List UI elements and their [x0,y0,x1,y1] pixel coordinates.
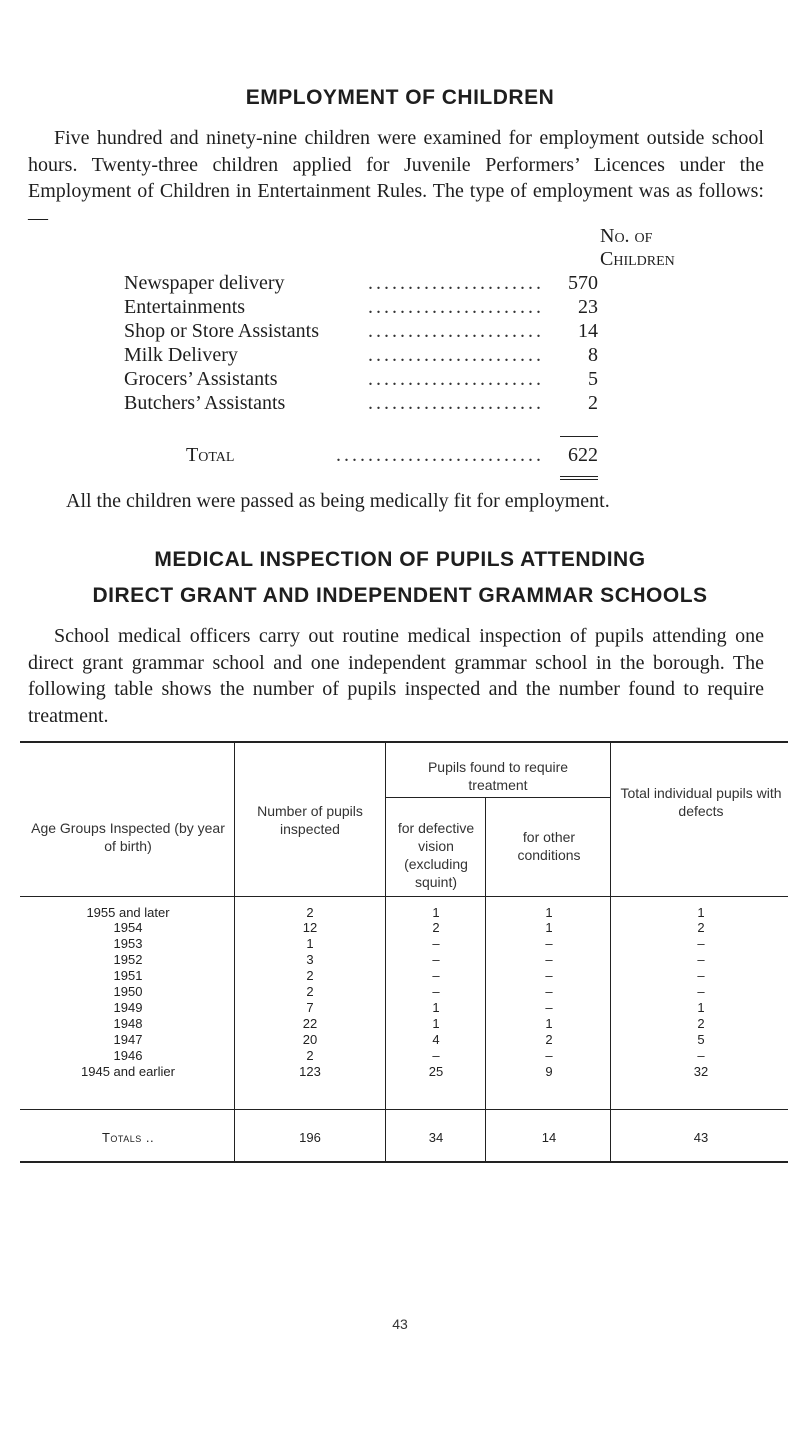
employment-label: Butchers’ Assistants [124,392,286,414]
employment-label: Shop or Store Assistants [124,320,320,342]
cell-age: 1946 [113,1048,143,1063]
cell-number: 7 [306,1000,314,1015]
leader-dots: ...................... [368,296,544,318]
cell-total: 5 [697,1032,705,1047]
cell-other: 1 [545,920,553,935]
column-divider [234,743,235,1161]
cell-age: 1954 [113,920,143,935]
cell-total: – [697,984,705,999]
fitness-note: All the children were passed as being medically fit for employment. [66,490,610,512]
employment-row [124,392,598,416]
cell-other: – [545,1000,553,1015]
cell-age: 1953 [113,936,143,951]
employment-paragraph: Five hundred and ninety-nine children were examined for employment outside school hours. Twenty-three children applied for Juvenile Performers’ Licences under the Employment of Children in Entertainment Rules. The type of employment was as follows:— [28,127,764,229]
header-number-inspected: Number of pupils inspected [257,803,363,837]
cell-defective: 2 [432,920,440,935]
cell-other: 9 [545,1064,553,1079]
cell-total: – [697,1048,705,1063]
cell-total: 1 [697,905,705,920]
total-value: 622 [568,444,598,466]
table-top-rule [20,741,788,743]
cell-age: 1945 and earlier [81,1064,175,1079]
cell-number: 3 [306,952,314,967]
column-header-no-of: No. of [600,225,653,247]
employment-row [124,272,598,296]
cell-defective: 1 [432,1000,440,1015]
page-number: 43 [392,1316,408,1332]
cell-defective: – [432,984,440,999]
subtotal-rule [560,436,598,437]
cell-number: 20 [302,1032,318,1047]
cell-total: – [697,952,705,967]
cell-defective: 1 [432,1016,440,1031]
header-bottom-rule [20,896,788,897]
cell-number: 22 [302,1016,318,1031]
inspection-paragraph: School medical officers carry out routine medical inspection of pupils attending one direct grant grammar school and one independent grammar school in the borough. The following table shows the number of pupils inspected and the number found to require treatment. [28,625,764,727]
leader-dots: ...................... [368,392,544,414]
cell-total: 1 [697,1000,705,1015]
cell-defective: – [432,952,440,967]
employment-label: Entertainments [124,296,246,318]
cell-number: 2 [306,984,314,999]
employment-value: 570 [568,272,598,294]
leader-dots: ...................... [368,272,544,294]
cell-age: 1951 [113,968,143,983]
leader-dots: .......................... [336,444,544,466]
cell-other: 1 [545,905,553,920]
employment-value: 8 [588,344,598,366]
leader-dots: ...................... [368,344,544,366]
leader-dots: ...................... [368,320,544,342]
cell-other: – [545,1048,553,1063]
cell-age: 1952 [113,952,143,967]
cell-other: – [545,952,553,967]
cell-total: 2 [697,1016,705,1031]
cell-defective: – [432,936,440,951]
employment-label: Newspaper delivery [124,272,285,294]
cell-total: – [697,968,705,983]
employment-row [124,344,598,368]
cell-total: 2 [697,920,705,935]
employment-value: 14 [578,320,598,342]
cell-other: – [545,984,553,999]
header-total-with-defects: Total individual pupils with defects [620,785,782,819]
cell-total: – [697,936,705,951]
total-double-rule-bottom [560,479,598,480]
header-age-groups: Age Groups Inspected (by year of birth) [31,820,225,854]
cell-age: 1949 [113,1000,143,1015]
cell-defective: 25 [428,1064,444,1079]
header-pupils-requiring-treatment: Pupils found to require treatment [427,759,569,793]
totals-top-rule [20,1109,788,1110]
cell-number: 123 [299,1064,321,1079]
cell-other: 1 [545,1016,553,1031]
cell-age: 1950 [113,984,143,999]
employment-total-row [124,444,598,468]
column-divider [485,798,486,1161]
cell-other: 2 [545,1032,553,1047]
column-divider [385,743,386,1161]
totals-label: Totals .. [101,1130,155,1145]
header-defective-vision: for defective vision (excluding squint) [397,820,475,890]
cell-total: 32 [693,1064,709,1079]
cell-number: 12 [302,920,318,935]
cell-number: 2 [306,1048,314,1063]
inspection-title-line1: MEDICAL INSPECTION OF PUPILS ATTENDING [154,548,646,571]
cell-defective: 1 [432,905,440,920]
employment-label: Milk Delivery [124,344,238,366]
cell-number: 1 [306,936,314,951]
employment-row [124,296,598,320]
totals-other: 14 [541,1130,557,1145]
cell-age: 1955 and later [86,905,170,920]
cell-defective: 4 [432,1032,440,1047]
employment-value: 2 [588,392,598,414]
inspection-title-line2: DIRECT GRANT AND INDEPENDENT GRAMMAR SCHOOLS [92,584,708,607]
cell-defective: – [432,968,440,983]
employment-row [124,368,598,392]
total-label: Total [186,444,235,466]
employment-title: EMPLOYMENT OF CHILDREN [245,86,555,109]
header-other-conditions: for other conditions [517,829,581,863]
leader-dots: ...................... [368,368,544,390]
table-bottom-rule [20,1161,788,1163]
totals-number: 196 [299,1130,321,1145]
column-divider [610,743,611,1161]
cell-other: – [545,936,553,951]
cell-defective: – [432,1048,440,1063]
cell-age: 1947 [113,1032,143,1047]
column-header-children: Children [600,248,675,270]
cell-age: 1948 [113,1016,143,1031]
total-double-rule-top [560,476,598,477]
totals-defective: 34 [428,1130,444,1145]
employment-row [124,320,598,344]
employment-value: 5 [588,368,598,390]
cell-number: 2 [306,968,314,983]
totals-total: 43 [693,1130,709,1145]
employment-label: Grocers’ Assistants [124,368,278,390]
employment-value: 23 [578,296,598,318]
group-header-rule [386,797,610,798]
cell-other: – [545,968,553,983]
cell-number: 2 [306,905,314,920]
